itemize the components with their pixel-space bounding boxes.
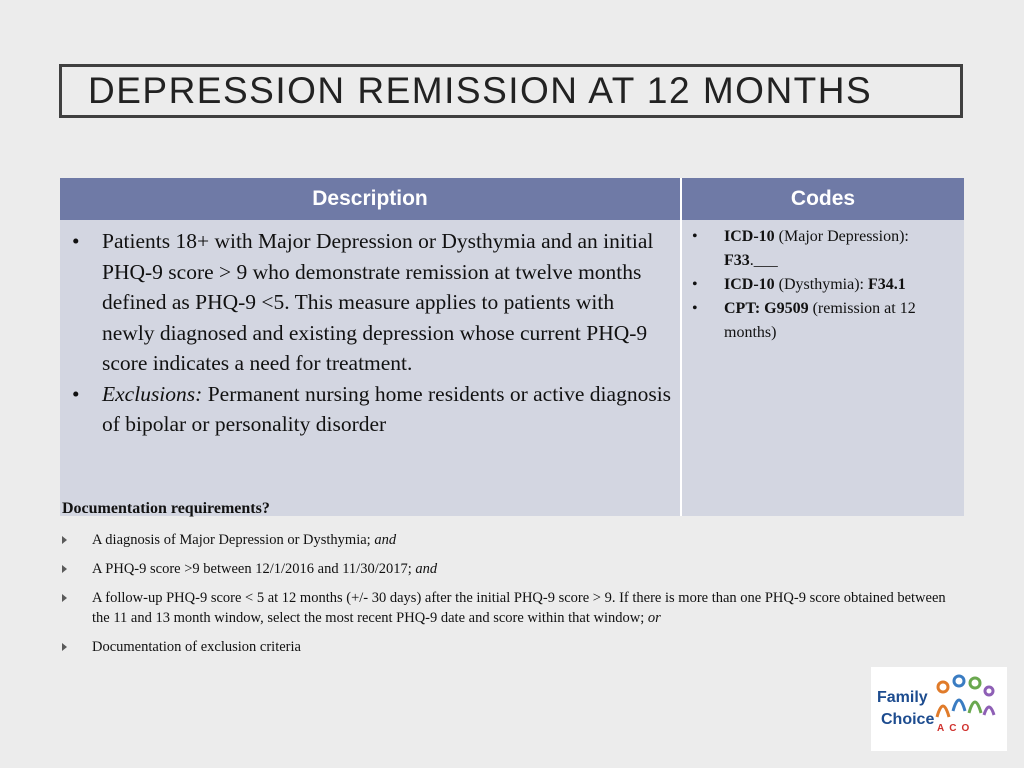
header-description: Description <box>60 178 681 220</box>
slide-title-box <box>59 64 963 118</box>
code-item-major-depression <box>692 225 958 273</box>
list-item <box>62 530 962 550</box>
code-label: CPT: G9509 <box>724 300 809 317</box>
table-header-row <box>60 178 964 220</box>
people-figures-icon <box>929 671 1005 723</box>
requirement-conjunction: and <box>415 561 438 577</box>
bullet-icon: • <box>72 381 80 406</box>
documentation-section <box>62 498 962 666</box>
code-description: (remission at 12 months) <box>724 300 916 341</box>
exclusions-label: Exclusions: <box>102 381 203 406</box>
logo-text-family: Family <box>877 689 928 706</box>
codes-cell <box>681 220 964 516</box>
arrow-bullet-icon <box>62 536 67 544</box>
bullet-icon: • <box>692 276 698 293</box>
codes-list <box>682 220 964 345</box>
code-value: F33 <box>724 252 750 269</box>
code-label: ICD-10 <box>724 276 775 293</box>
description-cell <box>60 220 681 516</box>
list-item <box>62 637 962 657</box>
arrow-bullet-icon <box>62 565 67 573</box>
description-list <box>60 220 680 440</box>
bullet-icon: • <box>692 300 698 317</box>
logo-text-choice: Choice <box>881 711 935 728</box>
header-codes: Codes <box>681 178 964 220</box>
arrow-bullet-icon <box>62 594 67 602</box>
code-value: F34.1 <box>868 276 906 293</box>
logo-text-aco: ACO <box>937 723 975 734</box>
code-suffix: .___ <box>749 252 778 269</box>
requirement-conjunction: or <box>647 610 661 626</box>
code-description: (Dysthymia): <box>774 276 868 293</box>
requirement-text: Documentation of exclusion criteria <box>92 639 301 655</box>
list-item <box>62 559 962 579</box>
code-item-dysthymia <box>692 273 958 297</box>
exclusions-item <box>72 379 672 440</box>
requirement-text: A follow-up PHQ-9 score < 5 at 12 months (+/- 30 days) after the initial PHQ-9 score > 9. If there is more than one PHQ-9 score obtained between the 11 and 13 month window, select the most recent PHQ-9 date and score within that window; <box>92 590 946 626</box>
requirement-text: A PHQ-9 score >9 between 12/1/2016 and 11/30/2017; <box>92 561 416 577</box>
code-item-cpt <box>692 297 958 345</box>
requirement-text: A diagnosis of Major Depression or Dysthymia; <box>92 532 375 548</box>
description-item <box>72 226 672 379</box>
bullet-icon: • <box>692 228 698 245</box>
description-text: Patients 18+ with Major Depression or Dysthymia and an initial PHQ-9 score > 9 who demonstrate remission at twelve months defined as PHQ-9 <5. This measure applies to patients with newly diagnosed and existing depression whose current PHQ-9 score indicates a need for treatment. <box>102 229 654 375</box>
measure-table <box>60 178 964 516</box>
exclusions-text: Permanent nursing home residents or active diagnosis of bipolar or personality disorder <box>102 381 672 436</box>
family-choice-aco-logo <box>871 667 1007 751</box>
requirements-list <box>62 530 962 657</box>
list-item <box>62 588 962 628</box>
code-description: (Major Depression): <box>774 228 909 245</box>
code-label: ICD-10 <box>724 228 775 245</box>
table-row <box>60 220 964 516</box>
requirement-conjunction: and <box>374 532 397 548</box>
arrow-bullet-icon <box>62 643 67 651</box>
slide-title: DEPRESSION REMISSION AT 12 MONTHS <box>88 70 873 111</box>
bullet-icon: • <box>72 229 80 253</box>
documentation-heading: Documentation requirements? <box>62 500 270 517</box>
